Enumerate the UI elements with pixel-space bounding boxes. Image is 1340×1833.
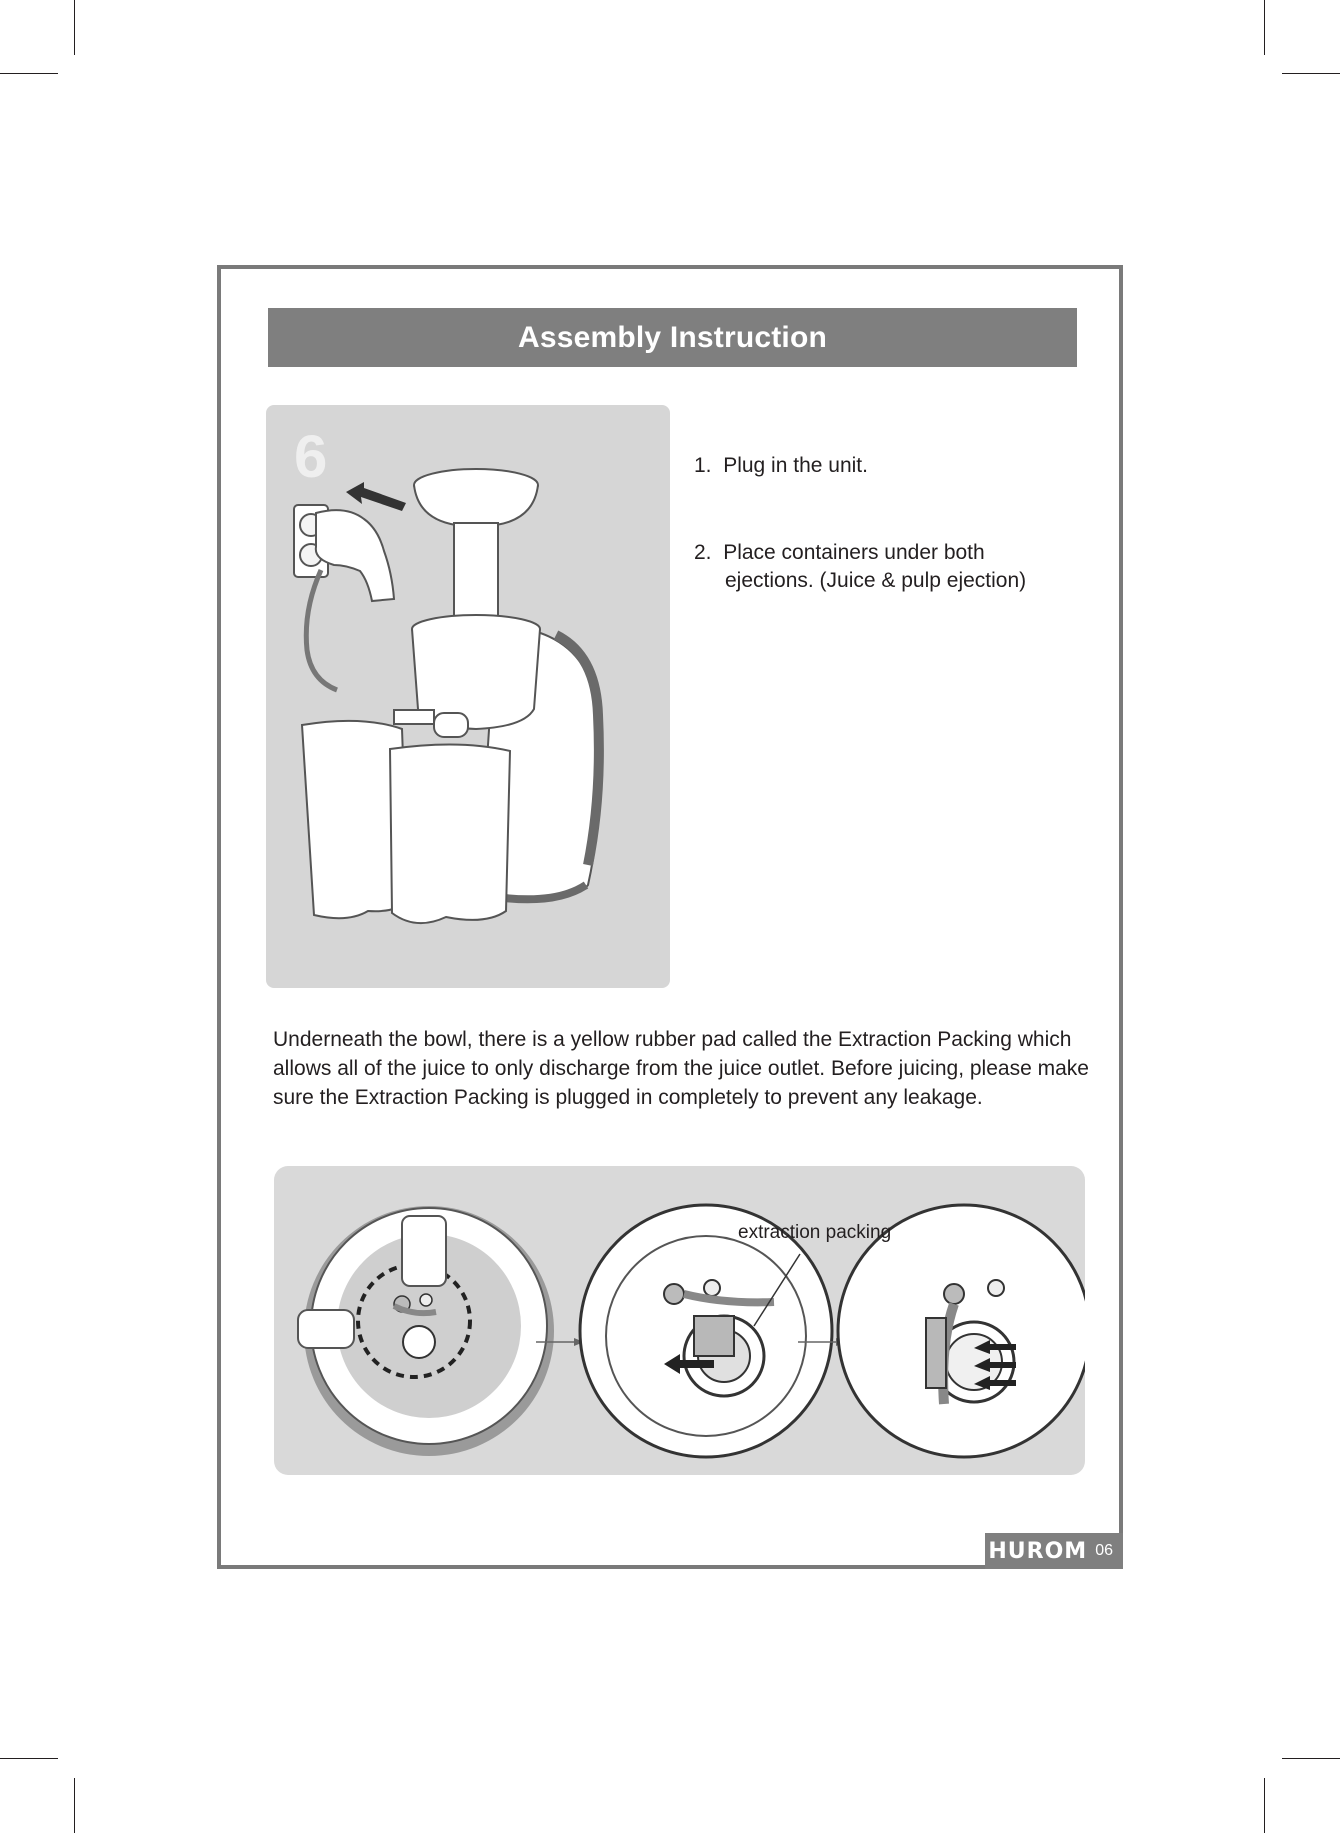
crop-mark [1282,73,1340,74]
step-item [694,452,868,480]
extraction-packing-label: extraction packing [738,1222,892,1243]
crop-mark [0,73,58,74]
crop-mark [74,0,75,55]
juice-container [390,744,510,923]
bowl-bottom-view [298,1206,554,1456]
step-item [694,539,1094,595]
step-text: Plug in the unit. [723,454,868,477]
crop-mark [74,1778,75,1833]
crop-mark [1264,0,1265,55]
brand-logo: HUROM [988,1538,1088,1564]
crop-mark [1282,1758,1340,1759]
crop-mark [0,1758,58,1759]
juicer-illustration [266,405,670,988]
hand [316,510,394,601]
crop-mark [1264,1778,1265,1833]
page-title: Assembly Instruction [268,308,1077,367]
page-number: 06 [1095,1542,1113,1559]
extraction-packing-illustration [274,1166,1085,1475]
step-text-continuation: ejections. (Juice & pulp ejection) [725,569,1027,592]
arrow-icon [346,482,406,511]
step-number-label: 1. [694,454,712,477]
footer-badge [985,1533,1123,1569]
step-number: 6 [294,423,328,490]
power-cord [306,570,337,690]
instruction-paragraph: Underneath the bowl, there is a yellow rubber pad called the Extraction Packing which allows all of the juice to only discharge from the juice outlet. Before juicing, please make sure the Extraction Packing is plugged in completely to prevent any leakage. [273,1028,1089,1109]
step-text: Place containers under both [723,541,985,564]
step-number-label: 2. [694,541,712,564]
